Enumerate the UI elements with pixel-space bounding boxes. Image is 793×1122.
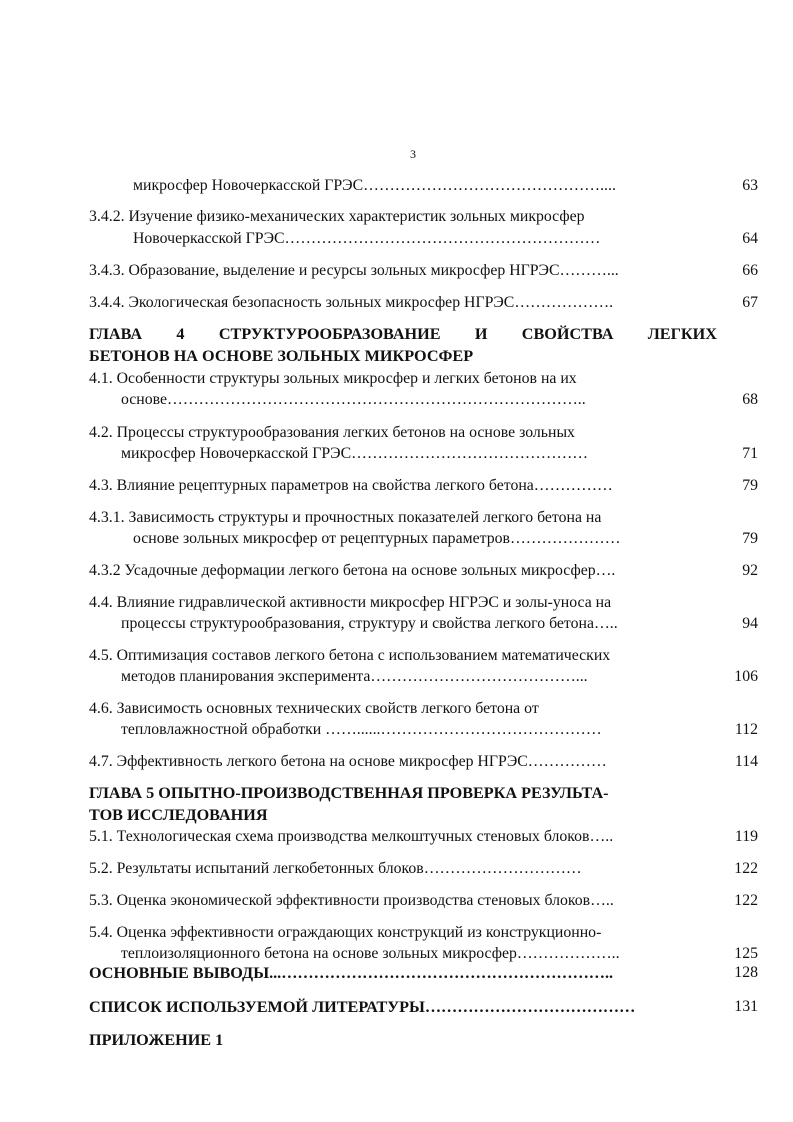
toc-entry-text: ПРИЛОЖЕНИЕ 1 <box>89 1031 224 1049</box>
heading-word: ЛЕГКИХ <box>647 325 717 343</box>
toc-entry-text: микросфер Новочеркасской ГРЭС……………………………………….... <box>133 177 616 194</box>
toc-entry-text: 4.3.2 Усадочные деформации легкого бетона на основе зольных микросфер…. <box>89 562 616 579</box>
toc-entry-page: 79 <box>742 530 758 547</box>
toc-entry-text: 4.1. Особенности структуры зольных микросфер и легких бетонов на их <box>89 370 577 387</box>
heading-word: ГЛАВА <box>89 325 143 343</box>
toc-entry-page: 128 <box>734 964 758 981</box>
toc-entry-text: 4.5. Оптимизация составов легкого бетона с использованием математических <box>89 647 611 664</box>
toc-entry-text: 3.4.2. Изучение физико-механических характеристик зольных микросфер <box>89 208 585 225</box>
toc-entry-page: 71 <box>742 445 758 462</box>
chapter-heading-line2: ТОВ ИССЛЕДОВАНИЯ <box>89 806 268 824</box>
toc-entry-text-cont: Новочеркасской ГРЭС…………………………………………………… <box>133 230 601 247</box>
page-number: 3 <box>410 147 416 161</box>
toc-entry-text: 4.3.1. Зависимость структуры и прочностных показателей легкого бетона на <box>89 509 602 526</box>
toc-entry-text-cont: основе…………………………………………………………………….. <box>121 391 586 408</box>
toc-entry-text: 4.2. Процессы структурообразования легких бетонов на основе зольных <box>89 424 575 441</box>
toc-entry-text: 4.4. Влияние гидравлической активности микросфер НГРЭС и золы-уноса на <box>89 594 612 611</box>
toc-entry-text-cont: микросфер Новочеркасской ГРЭС……………………………………… <box>121 445 589 462</box>
toc-entry-text: СПИСОК ИСПОЛЬЗУЕМОЙ ЛИТЕРАТУРЫ………………………………… <box>89 998 636 1016</box>
chapter-heading-line2: БЕТОНОВ НА ОСНОВЕ ЗОЛЬНЫХ МИКРОСФЕР <box>89 347 474 365</box>
toc-entry-page: 68 <box>742 391 758 408</box>
toc-entry-text: 4.6. Зависимость основных технических свойств легкого бетона от <box>89 700 539 717</box>
toc-entry-page: 112 <box>734 721 758 738</box>
toc-entry-page: 66 <box>742 262 758 279</box>
toc-entry-text: 5.2. Результаты испытаний легкобетонных блоков………………………… <box>89 860 582 877</box>
toc-entry-page: 125 <box>734 945 758 962</box>
toc-entry-text: 3.4.3. Образование, выделение и ресурсы зольных микросфер НГРЭС………... <box>89 262 619 279</box>
toc-entry-text: ОСНОВНЫЕ ВЫВОДЫ...…………………………………………………….. <box>89 964 614 982</box>
chapter-heading-line1: ГЛАВА 5 ОПЫТНО-ПРОИЗВОДСТВЕННАЯ ПРОВЕРКА РЕЗУЛЬТА- <box>89 784 609 802</box>
toc-entry-page: 131 <box>734 998 758 1015</box>
toc-entry-text-cont: основе зольных микросфер от рецептурных параметров………………… <box>133 530 621 547</box>
heading-word: И <box>474 325 488 343</box>
toc-entry-text-cont: теплоизоляционного бетона на основе зольных микросфер……………….. <box>121 945 620 962</box>
toc-entry-text-cont: методов планирования эксперимента…………………………………... <box>121 668 588 685</box>
toc-entry-page: 79 <box>742 477 758 494</box>
heading-word: 4 <box>176 325 185 343</box>
toc-entry-text: 5.4. Оценка эффективности ограждающих конструкций из конструкционно- <box>89 924 602 941</box>
toc-entry-page: 122 <box>734 892 758 909</box>
toc-entry-text: 5.3. Оценка экономической эффективности производства стеновых блоков….. <box>89 892 614 909</box>
toc-entry-text: 4.3. Влияние рецептурных параметров на свойства легкого бетона…………… <box>89 477 613 494</box>
toc-entry-page: 122 <box>734 860 758 877</box>
toc-entry-text: 3.4.4. Экологическая безопасность зольных микросфер НГРЭС………………. <box>89 294 614 311</box>
toc-entry-page: 94 <box>742 615 758 632</box>
chapter-heading-line1 <box>89 325 717 344</box>
toc-entry-page: 64 <box>742 230 758 247</box>
toc-entry-page: 63 <box>742 177 758 194</box>
toc-entry-text-cont: тепловлажностной обработки ……......…………………………………… <box>121 721 602 738</box>
toc-entry-page: 67 <box>742 294 758 311</box>
toc-entry-page: 92 <box>742 562 758 579</box>
toc-entry-text: 5.1. Технологическая схема производства мелкоштучных стеновых блоков….. <box>89 828 614 845</box>
toc-entry-page: 106 <box>734 668 758 685</box>
toc-entry-page: 114 <box>734 753 758 770</box>
toc-entry-text-cont: процессы структурообразования, структуру и свойства легкого бетона….. <box>121 615 618 632</box>
heading-word: СТРУКТУРООБРАЗОВАНИЕ <box>218 325 441 343</box>
heading-word: СВОЙСТВА <box>521 325 614 343</box>
toc-entry-page: 119 <box>734 828 758 845</box>
toc-entry-text: 4.7. Эффективность легкого бетона на основе микросфер НГРЭС…………… <box>89 753 607 770</box>
